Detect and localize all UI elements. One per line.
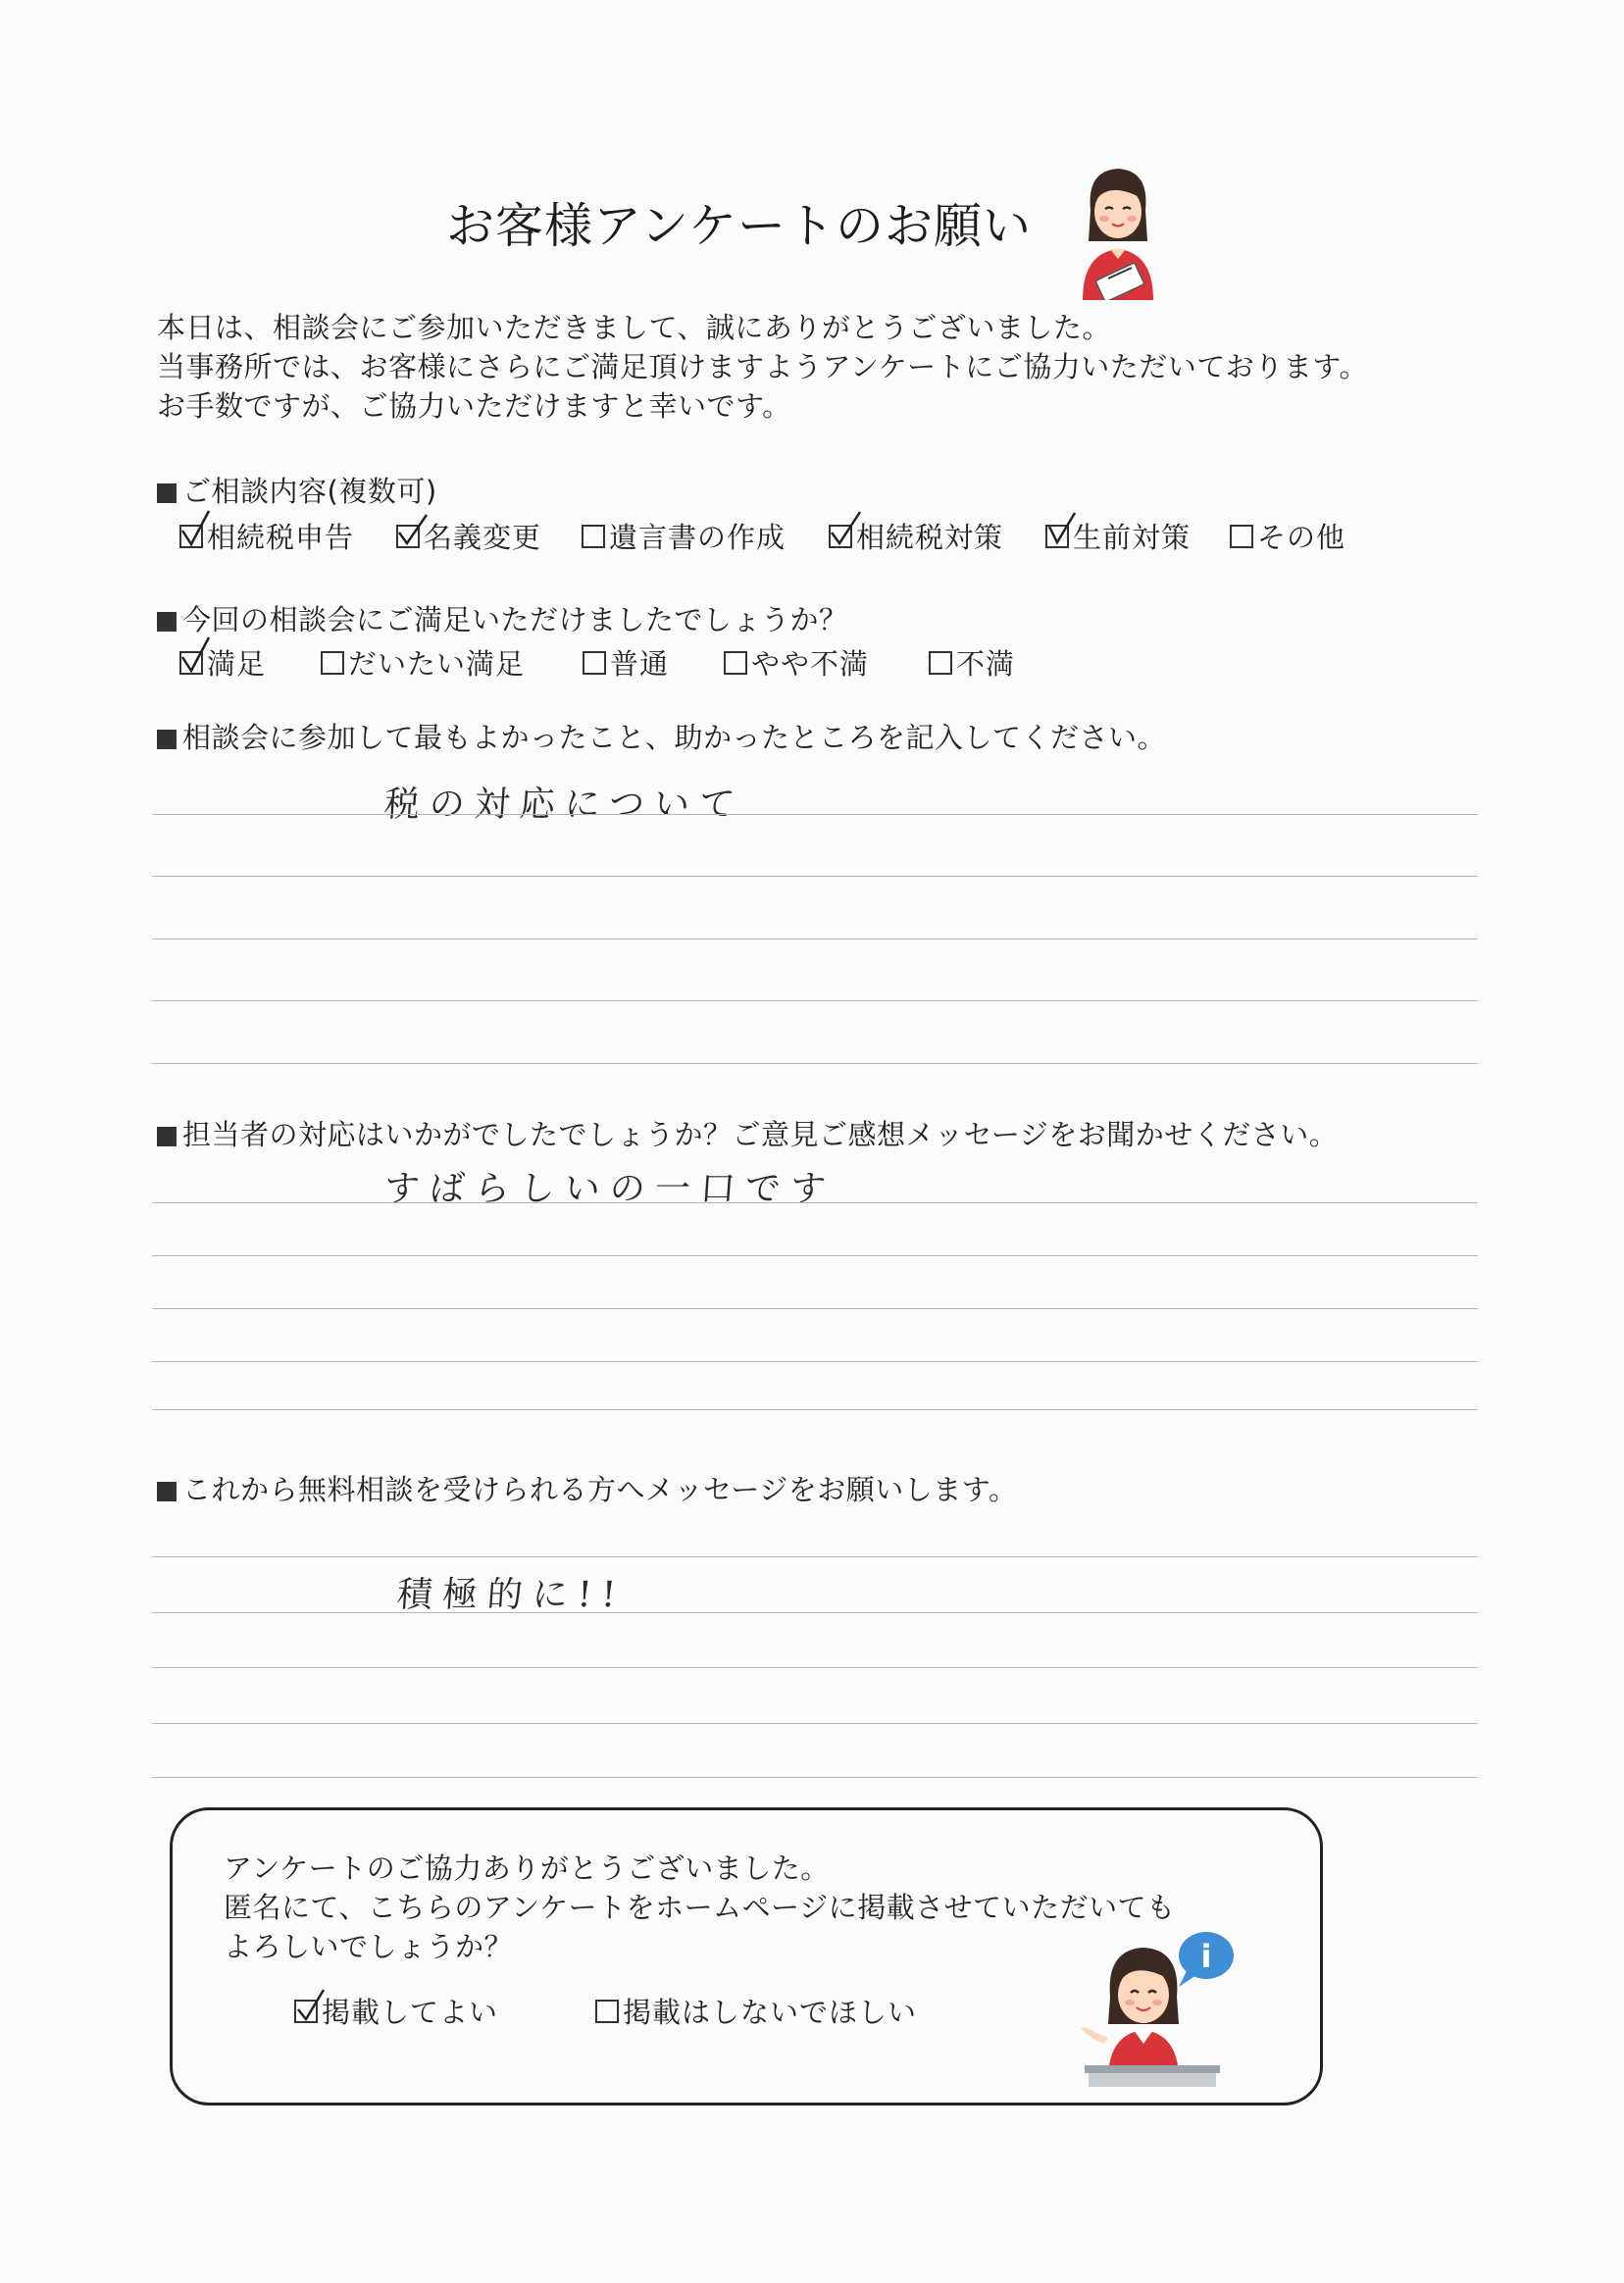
checkbox[interactable] xyxy=(582,525,605,548)
checkbox[interactable] xyxy=(595,2000,619,2023)
consent-line-3: よろしいでしょうか？ xyxy=(224,1930,514,1963)
option-label: 名義変更 xyxy=(424,521,542,554)
writing-line xyxy=(152,1255,1478,1256)
checkmark-icon xyxy=(294,1984,328,2021)
page-title: お客様アンケートのお願い xyxy=(446,198,1033,254)
info-badge-text: i xyxy=(1200,1938,1212,1975)
writing-line xyxy=(152,1409,1478,1410)
question-label: これから無料相談を受けられる方へメッセージをお願いします。 xyxy=(182,1473,1018,1506)
question-label: ご相談内容(複数可) xyxy=(182,475,437,508)
info-bubble-icon xyxy=(1173,1928,1238,1989)
option-satisfied[interactable] xyxy=(179,642,266,683)
option-dissatisfied[interactable] xyxy=(929,642,1015,683)
option-label: 遺言書の作成 xyxy=(609,521,787,554)
checkbox[interactable] xyxy=(1230,525,1253,548)
question-label: 担当者の対応はいかがでしたでしょうか？ご意見ご感想メッセージをお聞かせください。 xyxy=(182,1118,1339,1151)
square-bullet-icon xyxy=(157,483,177,503)
intro-line-2: 当事務所では、お客様にさらにご満足頂けますようアンケートにご協力いただいております。 xyxy=(157,350,1368,383)
answer-best-part[interactable]: 税の対応について xyxy=(382,785,746,825)
option-do-not-publish[interactable] xyxy=(595,1991,917,2031)
question-satisfaction xyxy=(157,598,848,638)
writing-line xyxy=(152,1556,1478,1557)
square-bullet-icon xyxy=(157,612,177,632)
question-best-part xyxy=(157,716,1166,756)
option-label: 掲載してよい xyxy=(322,1996,499,2029)
checkmark-icon xyxy=(829,509,862,546)
writing-line xyxy=(152,1202,1478,1203)
square-bullet-icon xyxy=(157,1482,177,1501)
square-bullet-icon xyxy=(157,1127,177,1146)
option-allow-publish[interactable] xyxy=(294,1991,498,2031)
option-label: 普通 xyxy=(610,647,670,681)
option-inheritance-tax-filing[interactable] xyxy=(179,516,354,556)
writing-line xyxy=(152,1063,1478,1064)
writing-line xyxy=(152,1723,1478,1724)
option-somewhat-dissatisfied[interactable] xyxy=(724,642,869,683)
intro-line-3: お手数ですが、ご協力いただけますと幸いです。 xyxy=(157,389,791,423)
answer-staff-response[interactable]: すばらしいの一口です xyxy=(382,1169,837,1209)
option-label: 生前対策 xyxy=(1073,521,1192,554)
option-label: その他 xyxy=(1257,521,1346,554)
writing-line xyxy=(152,1361,1478,1362)
checkmark-icon xyxy=(179,635,213,673)
answer-message-to-others[interactable]: 積極的に!! xyxy=(395,1575,628,1615)
checkbox[interactable] xyxy=(829,525,852,548)
option-estate-planning[interactable] xyxy=(1045,516,1191,556)
option-label: 不満 xyxy=(956,647,1016,681)
checkmark-icon xyxy=(179,509,213,546)
writing-line xyxy=(152,1308,1478,1309)
checkbox[interactable] xyxy=(179,525,203,548)
checkmark-icon xyxy=(1045,509,1079,546)
writing-line xyxy=(152,814,1478,815)
consent-line-1: アンケートのご協力ありがとうございました。 xyxy=(224,1852,830,1885)
checkbox[interactable] xyxy=(724,651,747,675)
question-message-to-others xyxy=(157,1468,1017,1508)
writing-line xyxy=(152,1000,1478,1001)
square-bullet-icon xyxy=(157,730,177,749)
option-label: 掲載はしないでほしい xyxy=(623,1996,918,2029)
option-label: やや不満 xyxy=(751,647,870,681)
option-label: 相続税対策 xyxy=(856,521,1004,554)
option-label: だいたい満足 xyxy=(348,647,526,681)
writing-line xyxy=(152,1777,1478,1778)
question-label: 今回の相談会にご満足いただけましたでしょうか？ xyxy=(182,603,848,636)
writing-line xyxy=(152,876,1478,877)
writing-line xyxy=(152,1612,1478,1613)
checkmark-icon xyxy=(396,509,430,546)
option-label: 相続税申告 xyxy=(207,521,355,554)
checkbox[interactable] xyxy=(929,651,952,675)
option-mostly-satisfied[interactable] xyxy=(321,642,525,683)
question-label: 相談会に参加して最もよかったこと、助かったところを記入してください。 xyxy=(182,721,1167,754)
checkbox[interactable] xyxy=(321,651,344,675)
intro-line-1: 本日は、相談会にご参加いただきまして、誠にありがとうございました。 xyxy=(157,311,1111,344)
option-name-change[interactable] xyxy=(396,516,541,556)
checkbox[interactable] xyxy=(179,651,203,675)
option-inheritance-tax-planning[interactable] xyxy=(829,516,1003,556)
question-consultation-content xyxy=(157,470,437,510)
checkbox[interactable] xyxy=(396,525,420,548)
writing-line xyxy=(152,1667,1478,1668)
option-neutral[interactable] xyxy=(583,642,669,683)
option-will-preparation[interactable] xyxy=(582,516,786,556)
question-staff-response xyxy=(157,1113,1338,1153)
option-label: 満足 xyxy=(207,647,267,681)
option-other[interactable] xyxy=(1230,516,1345,556)
consent-line-2: 匿名にて、こちらのアンケートをホームページに掲載させていただいても xyxy=(224,1891,1176,1924)
woman-with-clipboard-icon xyxy=(1069,163,1167,300)
checkbox[interactable] xyxy=(294,2000,318,2023)
checkbox[interactable] xyxy=(1045,525,1069,548)
checkbox[interactable] xyxy=(583,651,606,675)
